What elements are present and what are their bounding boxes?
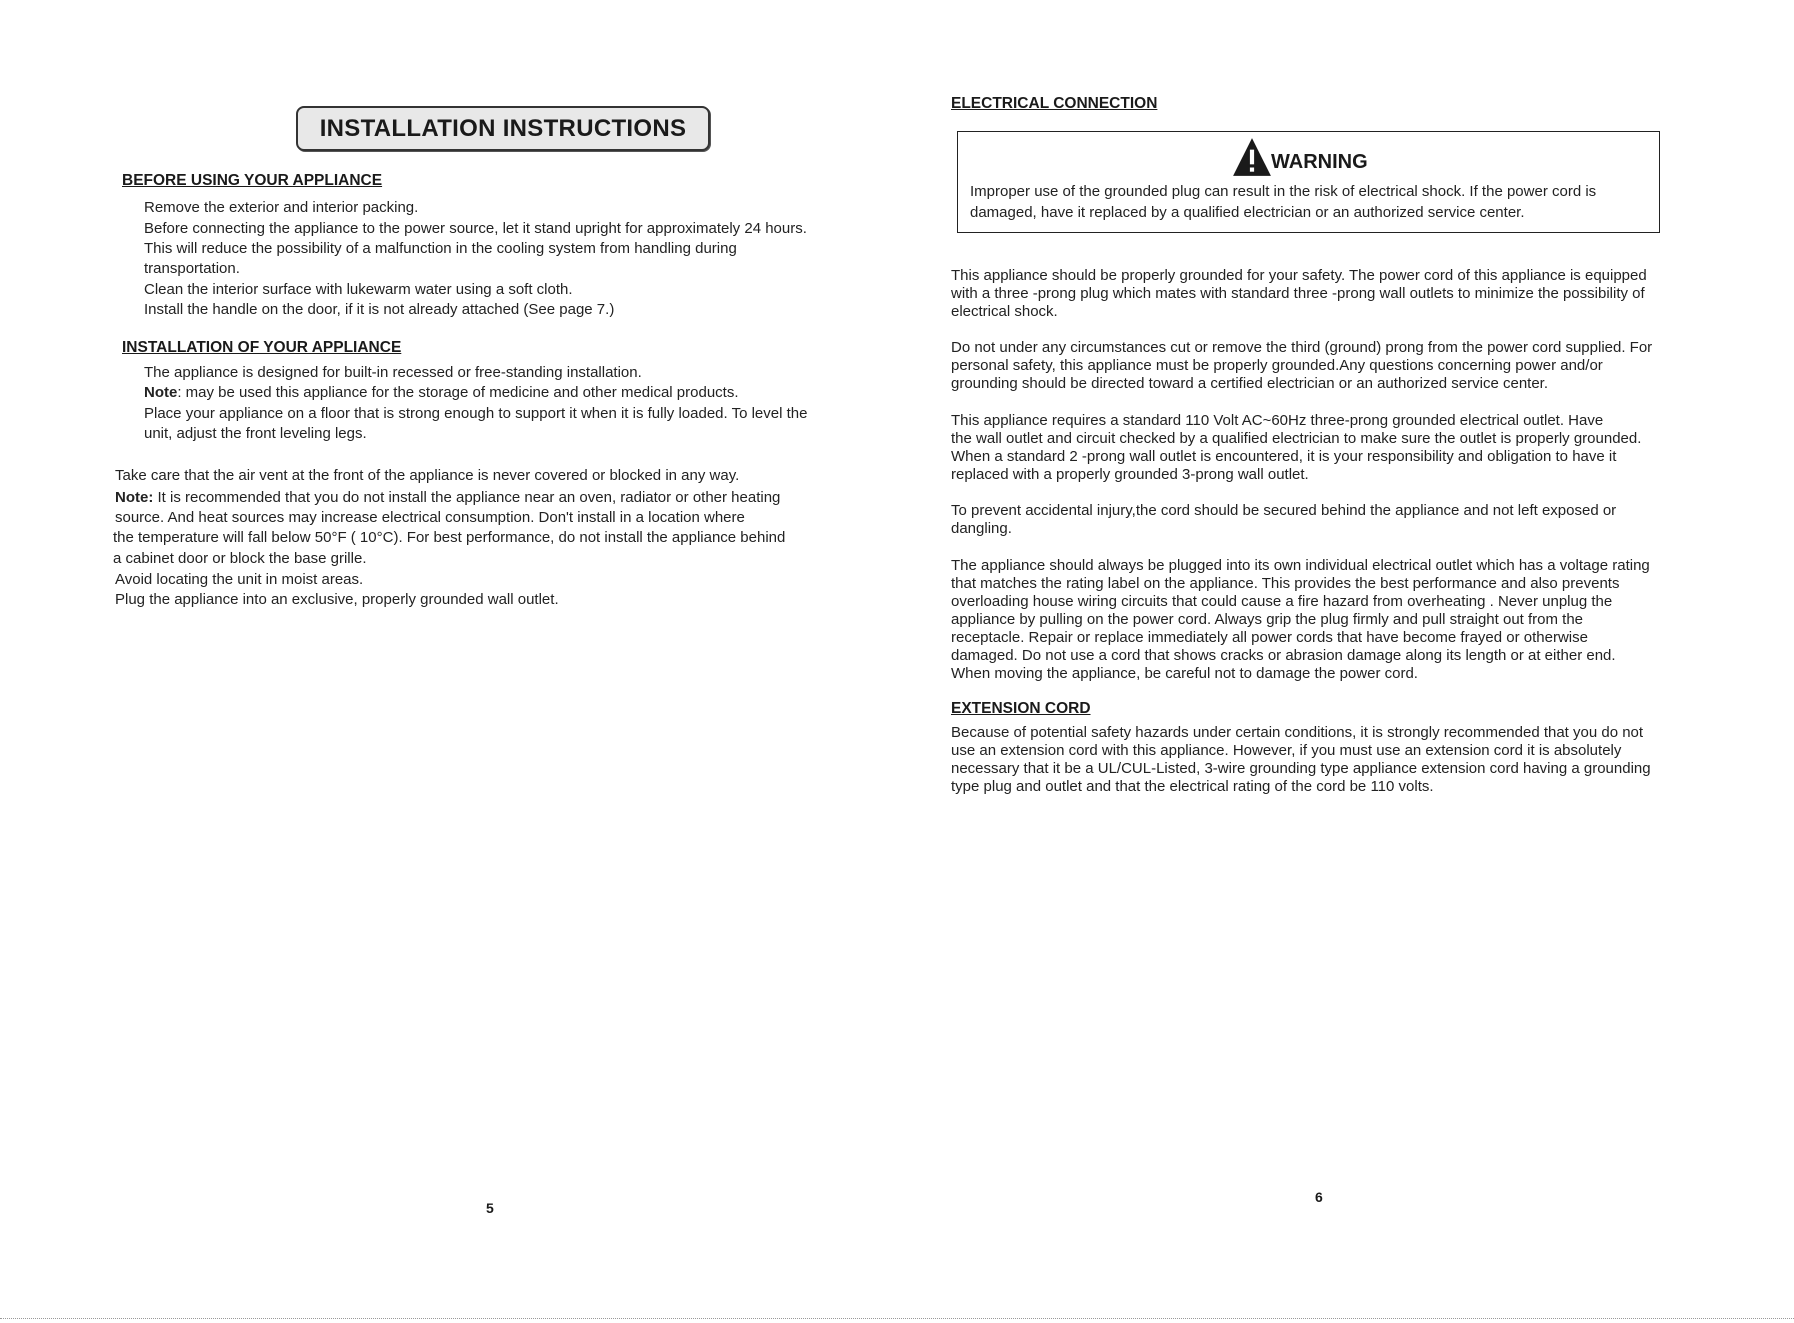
paragraph-line: Because of potential safety hazards under certain conditions, it is strongly recommended that you do not — [951, 724, 1644, 741]
before-line: Remove the exterior and interior packing. — [144, 199, 419, 216]
warning-label: WARNING — [1271, 151, 1368, 173]
care-line: Avoid locating the unit in moist areas. — [115, 571, 364, 588]
note-text: : may be used this appliance for the storage of medicine and other medical products. — [177, 384, 739, 401]
page-title: INSTALLATION INSTRUCTIONS — [296, 106, 710, 151]
paragraph-line: that matches the rating label on the appliance. This provides the best performance and also prevents — [951, 575, 1620, 592]
right-page — [897, 0, 1794, 1323]
paragraph-line: damaged. Do not use a cord that shows cracks or abrasion damage along its length or at either end. — [951, 647, 1616, 664]
paragraph-line: This appliance should be properly grounded for your safety. The power cord of this appliance is equipped — [951, 267, 1647, 284]
paragraph-line: replaced with a properly grounded 3-prong wall outlet. — [951, 466, 1309, 483]
note-label: Note: — [115, 489, 154, 506]
warning-title — [1231, 136, 1368, 178]
warning-box — [957, 131, 1660, 233]
paragraph-line: When a standard 2 -prong wall outlet is encountered, it is your responsibility and obligation to have it — [951, 448, 1617, 465]
installation-note-line — [144, 383, 739, 403]
care-line: source. And heat sources may increase electrical consumption. Don't install in a location where — [115, 509, 745, 526]
paragraph-line: When moving the appliance, be careful not to damage the power cord. — [951, 665, 1418, 682]
bottom-border — [0, 1318, 1794, 1319]
paragraph-line: necessary that it be a UL/CUL-Listed, 3-wire grounding type appliance extension cord having a grounding — [951, 760, 1651, 777]
warning-text: Improper use of the grounded plug can result in the risk of electrical shock. If the power cord is — [970, 183, 1597, 200]
page-number: 6 — [1315, 1189, 1323, 1205]
paragraph-line: type plug and outlet and that the electrical rating of the cord be 110 volts. — [951, 778, 1434, 795]
note-label: Note — [144, 384, 178, 401]
before-line: This will reduce the possibility of a malfunction in the cooling system from handling during — [144, 240, 737, 257]
warning-text: damaged, have it replaced by a qualified electrician or an authorized service center. — [970, 204, 1525, 221]
paragraph-line: with a three -prong plug which mates with standard three -prong wall outlets to minimize the possibility of — [951, 285, 1645, 302]
paragraph-line: overloading house wiring circuits that could cause a fire hazard from overheating . Never unplug the — [951, 593, 1613, 610]
before-line: Before connecting the appliance to the power source, let it stand upright for approximately 24 hours. — [144, 220, 807, 237]
warning-triangle-icon — [1231, 136, 1273, 178]
paragraph-line: personal safety, this appliance must be properly grounded.Any questions concerning power and/or — [951, 357, 1603, 374]
paragraph-line: use an extension cord with this appliance. However, if you must use an extension cord it is absolutely — [951, 742, 1622, 759]
paragraph-line: receptacle. Repair or replace immediately all power cords that have become frayed or otherwise — [951, 629, 1588, 646]
before-line: Install the handle on the door, if it is not already attached (See page 7.) — [144, 301, 615, 318]
paragraph-line: the wall outlet and circuit checked by a qualified electrician to make sure the outlet is properly grounded. — [951, 430, 1642, 447]
installation-line: Place your appliance on a floor that is strong enough to support it when it is fully loaded. To level the — [144, 405, 808, 422]
before-line: transportation. — [144, 260, 240, 277]
paragraph-line: This appliance requires a standard 110 Volt AC~60Hz three-prong grounded electrical outlet. Have — [951, 412, 1604, 429]
before-using-heading: BEFORE USING YOUR APPLIANCE — [122, 172, 383, 189]
paragraph-line: To prevent accidental injury,the cord should be secured behind the appliance and not left exposed or — [951, 502, 1617, 519]
before-line: Clean the interior surface with lukewarm water using a soft cloth. — [144, 281, 573, 298]
note-text: It is recommended that you do not install the appliance near an oven, radiator or other heating — [153, 489, 781, 506]
paragraph-line: grounding should be directed toward a certified electrician or an authorized service center. — [951, 375, 1549, 392]
paragraph-line: electrical shock. — [951, 303, 1058, 320]
care-line: a cabinet door or block the base grille. — [113, 550, 367, 567]
page-number: 5 — [486, 1200, 494, 1216]
paragraph-line: Do not under any circumstances cut or remove the third (ground) prong from the power cord supplied. For — [951, 339, 1653, 356]
installation-line: The appliance is designed for built-in recessed or free-standing installation. — [144, 364, 642, 381]
extension-cord-heading: EXTENSION CORD — [951, 700, 1091, 717]
care-line: Plug the appliance into an exclusive, properly grounded wall outlet. — [115, 591, 559, 608]
installation-line: unit, adjust the front leveling legs. — [144, 425, 367, 442]
care-line: Take care that the air vent at the front of the appliance is never covered or blocked in any way. — [115, 467, 740, 484]
paragraph-line: appliance by pulling on the power cord. Always grip the plug firmly and pull straight out from the — [951, 611, 1584, 628]
paragraph-line: dangling. — [951, 520, 1012, 537]
paragraph-line: The appliance should always be plugged into its own individual electrical outlet which has a voltage rating — [951, 557, 1650, 574]
care-note-line — [115, 488, 780, 508]
installation-heading: INSTALLATION OF YOUR APPLIANCE — [122, 339, 402, 356]
care-line: the temperature will fall below 50°F ( 10°C). For best performance, do not install the appliance behind — [113, 529, 786, 546]
electrical-connection-heading: ELECTRICAL CONNECTION — [951, 95, 1158, 112]
